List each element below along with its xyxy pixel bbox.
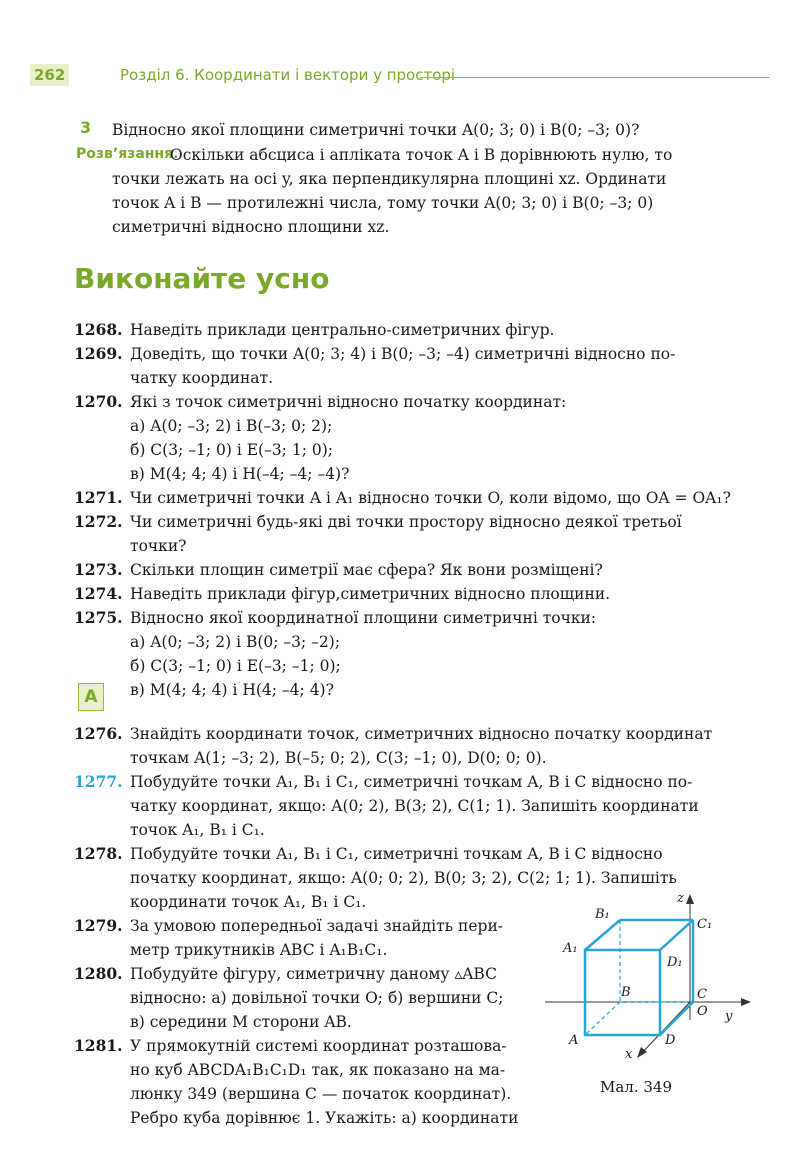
problem-option: в) M(4; 4; 4) і H(4; –4; 4)? xyxy=(130,681,334,699)
problem-text: відносно: а) довільної точки O; б) вершини C; xyxy=(130,989,504,1007)
label-x: x xyxy=(625,1047,633,1062)
problem-text: Побудуйте фігуру, симетричну даному ▵ABC xyxy=(130,965,497,983)
problem-number: 1278. xyxy=(74,844,123,863)
solution-label: Розв’язання. xyxy=(76,146,179,162)
problem-text: чатку координат, якщо: A(0; 2), B(3; 2), C(1; 1). Запишіть координати xyxy=(130,797,699,815)
label-d1: D₁ xyxy=(667,955,683,970)
problem-text: метр трикутників ABC і A₁B₁C₁. xyxy=(130,941,388,959)
label-b1: B₁ xyxy=(595,907,610,922)
problem-text: Наведіть приклади центрально-симетричних фігур. xyxy=(130,321,555,339)
label-d: D xyxy=(665,1033,676,1048)
solution-line: Оскільки абсциса і апліката точок A і B дорівнюють нулю, то xyxy=(170,146,673,164)
problem-text: Які з точок симетричні відносно початку координат: xyxy=(130,393,567,411)
label-a1: A₁ xyxy=(563,941,578,956)
label-z: z xyxy=(677,891,684,906)
problem-number: 1276. xyxy=(74,724,123,743)
problem-text: координати точок A₁, B₁ і C₁. xyxy=(130,893,367,911)
problem-number: 1274. xyxy=(74,584,123,603)
problem-text: в) середини M сторони AB. xyxy=(130,1013,352,1031)
figure-caption: Мал. 349 xyxy=(600,1078,672,1096)
z-axis-arrow xyxy=(686,894,694,904)
problem-option: б) C(3; –1; 0) і E(–3; –1; 0); xyxy=(130,657,341,675)
label-a: A xyxy=(569,1033,579,1048)
problem-number: 1269. xyxy=(74,344,123,363)
section-title: Виконайте усно xyxy=(74,262,330,295)
problem-text: Побудуйте точки A₁, B₁ і C₁, симетричні точкам A, B і C відносно по- xyxy=(130,773,693,791)
problem-text: Відносно якої координатної площини симетричні точки: xyxy=(130,609,597,627)
problem-text: люнку 349 (вершина C — початок координат). xyxy=(130,1085,512,1103)
problem-text: Ребро куба дорівнює 1. Укажіть: а) координати xyxy=(130,1109,519,1127)
page-header xyxy=(30,64,770,86)
problem-number: 1268. xyxy=(74,320,123,339)
level-a-badge: А xyxy=(78,683,104,711)
solution-line: точок A і B — протилежні числа, тому точки A(0; 3; 0) і B(0; –3; 0) xyxy=(112,194,654,212)
problem-text: но куб ABCDA₁B₁C₁D₁ так, як показано на ма- xyxy=(130,1061,506,1079)
problem-text: Скільки площин симетрії має сфера? Як вони розміщені? xyxy=(130,561,603,579)
problem-text: Чи симетричні будь-які дві точки простору відносно деякої третьої xyxy=(130,513,682,531)
header-rule xyxy=(420,77,770,78)
problem-option: в) M(4; 4; 4) і H(–4; –4; –4)? xyxy=(130,465,350,483)
problem-number: 1275. xyxy=(74,608,123,627)
problem-text: початку координат, якщо: A(0; 0; 2), B(0; 3; 2), C(2; 1; 1). Запишіть xyxy=(130,869,677,887)
page-number: 262 xyxy=(30,64,69,86)
y-axis-arrow xyxy=(741,998,751,1006)
problem-text: точкам A(1; –3; 2), B(–5; 0; 2), C(3; –1; 0), D(0; 0; 0). xyxy=(130,749,547,767)
problem-number: 1281. xyxy=(74,1036,123,1055)
cube-figure xyxy=(545,890,755,1070)
example-question: Відносно якої площини симетричні точки A(0; 3; 0) і B(0; –3; 0)? xyxy=(112,121,640,139)
problem-option: а) A(0; –3; 2) і B(–3; 0; 2); xyxy=(130,417,333,435)
problem-option: а) A(0; –3; 2) і B(0; –3; –2); xyxy=(130,633,341,651)
problem-text: Чи симетричні точки A і A₁ відносно точки O, коли відомо, що OA = OA₁? xyxy=(130,489,731,507)
label-b: B xyxy=(621,985,631,1000)
problem-text: Знайдіть координати точок, симетричних відносно початку координат xyxy=(130,725,713,743)
label-o: O xyxy=(697,1004,708,1019)
problem-number: 1279. xyxy=(74,916,123,935)
problem-number: 1271. xyxy=(74,488,123,507)
example-number: 3 xyxy=(80,118,92,137)
label-c1: C₁ xyxy=(697,917,713,932)
problem-number: 1272. xyxy=(74,512,123,531)
problem-text: точки? xyxy=(130,537,187,555)
problem-number-highlighted: 1277. xyxy=(74,772,123,791)
problem-text: точок A₁, B₁ і C₁. xyxy=(130,821,265,839)
solution-line: симетричні відносно площини xz. xyxy=(112,218,390,236)
chapter-title: Розділ 6. Координати і вектори у просторі xyxy=(120,66,456,84)
label-c: C xyxy=(697,987,707,1002)
problem-text: За умовою попередньої задачі знайдіть пери- xyxy=(130,917,504,935)
problem-number: 1273. xyxy=(74,560,123,579)
problem-option: б) C(3; –1; 0) і E(–3; 1; 0); xyxy=(130,441,333,459)
problem-number: 1270. xyxy=(74,392,123,411)
solution-line: точки лежать на осі y, яка перпендикулярна площині xz. Ординати xyxy=(112,170,667,188)
problem-text: Доведіть, що точки A(0; 3; 4) і B(0; –3; –4) симетричні відносно по- xyxy=(130,345,676,363)
problem-text: У прямокутній системі координат розташова- xyxy=(130,1037,507,1055)
cube-edges xyxy=(585,920,693,1035)
problem-text: Побудуйте точки A₁, B₁ і C₁, симетричні точкам A, B і C відносно xyxy=(130,845,663,863)
label-y: y xyxy=(725,1009,733,1024)
problem-text: чатку координат. xyxy=(130,369,274,387)
problem-text: Наведіть приклади фігур,симетричних відносно площини. xyxy=(130,585,611,603)
problem-number: 1280. xyxy=(74,964,123,983)
